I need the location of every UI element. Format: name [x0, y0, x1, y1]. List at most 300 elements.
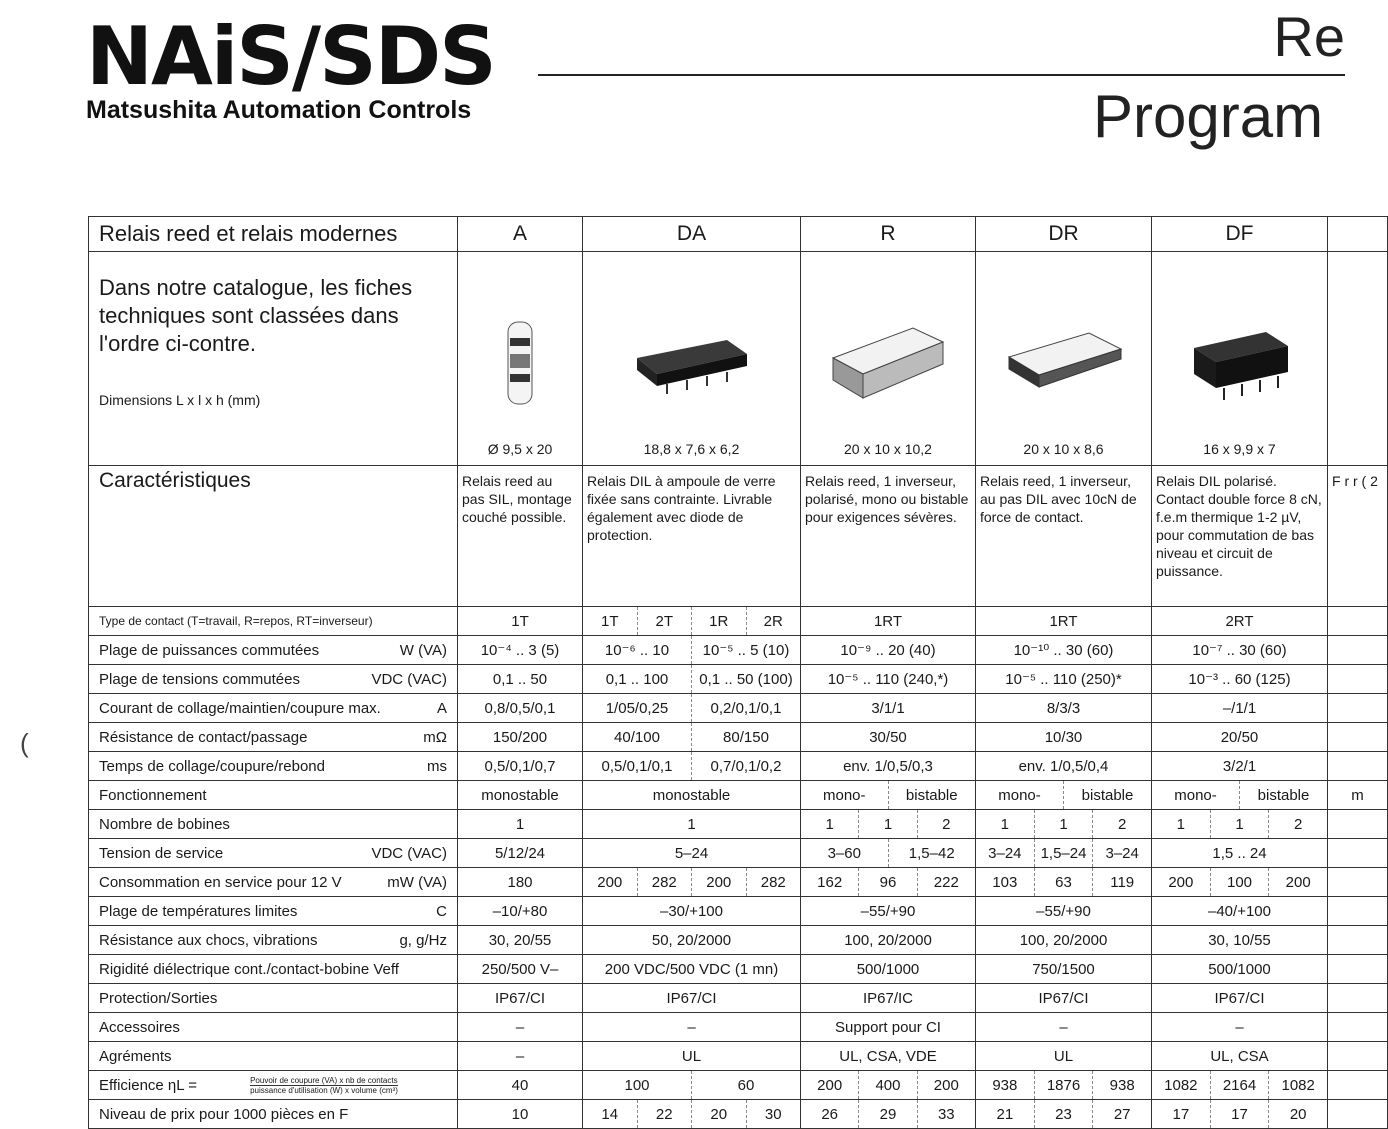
spec-subcell: 1 [1210, 810, 1269, 838]
spec-cell-extra [1328, 636, 1388, 665]
spec-cell-dr: 10/30 [976, 723, 1152, 752]
spec-label-wrap [99, 903, 453, 920]
spec-cell-da: 1 [583, 810, 801, 839]
spec-row-label [89, 1013, 458, 1042]
description-df: Relais DIL polarisé. Contact double force 8 cN, f.e.m thermique 1-2 µV, pour commutation de bas niveau et circuit de puissance. [1152, 466, 1328, 607]
spec-subcell: 1 [1000, 815, 1009, 833]
spec-subcells [801, 781, 975, 809]
spec-subcell: 0,1 .. 100 [605, 670, 669, 688]
relay-dr-image [980, 303, 1147, 423]
spec-cell-da [583, 868, 801, 897]
spec-subcells [583, 1100, 800, 1128]
spec-subcell: 26 [821, 1105, 838, 1123]
characteristics-label: Caractéristiques [89, 466, 458, 607]
spec-cell-r: 10⁻⁵ .. 110 (240,*) [801, 665, 976, 694]
spec-cell-a: monostable [458, 781, 583, 810]
spec-cell-r [801, 781, 976, 810]
spec-cell-extra [1328, 984, 1388, 1013]
spec-cell-r [801, 1071, 976, 1100]
corner-title: Relais reed et relais modernes [89, 217, 458, 252]
spec-label-wrap [99, 614, 453, 628]
spec-cell-a: 150/200 [458, 723, 583, 752]
efficiency-denominator: puissance d'utilisation (W) x volume (cm³) [250, 1085, 398, 1095]
spec-unit: mΩ [423, 728, 447, 746]
spec-subcell: 200 [1268, 868, 1327, 896]
spec-cell-df: 20/50 [1152, 723, 1328, 752]
spec-row-label [89, 810, 458, 839]
spec-row-label [89, 752, 458, 781]
spec-cell-dr: IP67/CI [976, 984, 1152, 1013]
spec-row [89, 752, 1388, 781]
spec-cell-df [1152, 781, 1328, 810]
spec-row-label [89, 897, 458, 926]
spec-cell-da: 5–24 [583, 839, 801, 868]
spec-cell-df: 30, 10/55 [1152, 926, 1328, 955]
spec-cell-a: 180 [458, 868, 583, 897]
spec-cell-dr [976, 1071, 1152, 1100]
spec-cell-dr [976, 839, 1152, 868]
description-extra: F r r ( 2 [1328, 466, 1388, 607]
spec-label-wrap [99, 671, 453, 688]
photo-row [89, 252, 1388, 466]
spec-cell-r: 30/50 [801, 723, 976, 752]
spec-label-text: Résistance aux chocs, vibrations [99, 931, 318, 949]
spec-label-text: Résistance de contact/passage [99, 728, 308, 746]
spec-cell-a: 0,8/0,5/0,1 [458, 694, 583, 723]
spec-cell-extra [1328, 752, 1388, 781]
header-row [89, 217, 1388, 252]
spec-subcell: 23 [1034, 1100, 1093, 1128]
brand-logo [86, 10, 495, 124]
spec-subcell: bistable [1239, 781, 1327, 809]
dimensions-a: Ø 9,5 x 20 [487, 441, 553, 457]
spec-cell-r [801, 1100, 976, 1129]
spec-cell-a: 250/500 V– [458, 955, 583, 984]
spec-subcell: 20 [1268, 1100, 1327, 1128]
spec-cell-df [1152, 1071, 1328, 1100]
spec-row [89, 810, 1388, 839]
spec-cell-da [583, 607, 801, 636]
spec-subcells [801, 1071, 975, 1099]
spec-label-wrap [99, 932, 453, 949]
spec-row-label [89, 694, 458, 723]
spec-subcell: 100 [1210, 868, 1269, 896]
spec-label-text: Nombre de bobines [99, 815, 230, 833]
spec-subcell: 1082 [1164, 1076, 1198, 1094]
spec-cell-dr: 100, 20/2000 [976, 926, 1152, 955]
spec-subcells [583, 868, 800, 896]
spec-row [89, 1071, 1388, 1100]
dimensions-df: 16 x 9,9 x 7 [1203, 441, 1276, 457]
spec-label-text: Agréments [99, 1047, 172, 1065]
spec-cell-da: UL [583, 1042, 801, 1071]
relay-a-image [462, 303, 578, 423]
spec-subcell: 80/150 [691, 723, 800, 751]
spec-cell-a: 40 [458, 1071, 583, 1100]
photo-cell-extra [1328, 252, 1388, 466]
spec-subcell: 10⁻⁵ .. 5 (10) [691, 636, 800, 664]
spec-subcell: 162 [817, 873, 843, 891]
spec-cell-extra [1328, 955, 1388, 984]
spec-cell-extra [1328, 1042, 1388, 1071]
efficiency-numerator: Pouvoir de coupure (VA) x nb de contacts [250, 1075, 398, 1085]
spec-cell-df [1152, 810, 1328, 839]
spec-cell-r [801, 839, 976, 868]
spec-subcells [801, 1100, 975, 1128]
spec-cell-extra [1328, 868, 1388, 897]
spec-subcell: 1/05/0,25 [605, 699, 669, 717]
spec-cell-da: –30/+100 [583, 897, 801, 926]
spec-cell-df: UL, CSA [1152, 1042, 1328, 1071]
spec-subcells [976, 868, 1151, 896]
spec-subcell: bistable [888, 781, 976, 809]
spec-cell-da [583, 665, 801, 694]
spec-row-label [89, 1042, 458, 1071]
spec-cell-df [1152, 1100, 1328, 1129]
spec-subcells [1152, 868, 1327, 896]
spec-subcell: 17 [1210, 1100, 1269, 1128]
spec-cell-da [583, 723, 801, 752]
spec-subcell: 10⁻⁶ .. 10 [604, 642, 670, 659]
spec-cell-a: 0,1 .. 50 [458, 665, 583, 694]
spec-cell-df: –/1/1 [1152, 694, 1328, 723]
spec-subcell: 20 [691, 1100, 746, 1128]
col-header-r: R [801, 217, 976, 252]
spec-cell-df: IP67/CI [1152, 984, 1328, 1013]
col-header-da: DA [583, 217, 801, 252]
photo-cell-da [583, 252, 801, 466]
header-rule [538, 74, 1345, 76]
spec-cell-r: Support pour CI [801, 1013, 976, 1042]
spec-cell-dr: 750/1500 [976, 955, 1152, 984]
spec-subcell: 22 [637, 1100, 692, 1128]
spec-row-label [89, 665, 458, 694]
spec-cell-dr: – [976, 1013, 1152, 1042]
spec-label-text: Plage de puissances commutées [99, 641, 320, 659]
spec-label-text: Consommation en service pour 12 V [99, 873, 342, 891]
spec-cell-r: IP67/IC [801, 984, 976, 1013]
spec-label-text: Type de contact (T=travail, R=repos, RT=inverseur) [99, 614, 373, 628]
spec-cell-r: 100, 20/2000 [801, 926, 976, 955]
spec-unit: W (VA) [399, 641, 447, 659]
relay-df-image [1156, 303, 1323, 423]
intro-cell [89, 252, 458, 466]
spec-subcells [1152, 810, 1327, 838]
dimensions-da: 18,8 x 7,6 x 6,2 [643, 441, 740, 457]
spec-cell-dr: 10⁻⁵ .. 110 (250)* [976, 665, 1152, 694]
spec-cell-extra [1328, 839, 1388, 868]
spec-subcell: 29 [858, 1100, 916, 1128]
spec-cell-dr [976, 1100, 1152, 1129]
spec-cell-extra [1328, 694, 1388, 723]
spec-label-text: Plage de températures limites [99, 902, 298, 920]
description-a: Relais reed au pas SIL, montage couché possible. [458, 466, 583, 607]
spec-cell-dr [976, 810, 1152, 839]
spec-subcell: 27 [1092, 1100, 1151, 1128]
spec-label-text: Plage de tensions commutées [99, 670, 300, 688]
spec-cell-dr: 10⁻¹⁰ .. 30 (60) [976, 636, 1152, 665]
spec-cell-dr: 1RT [976, 607, 1152, 636]
spec-cell-r: 500/1000 [801, 955, 976, 984]
spec-subcells [976, 1100, 1151, 1128]
spec-subcell: 2 [917, 810, 975, 838]
spec-cell-dr [976, 781, 1152, 810]
spec-subcell: 200 [597, 873, 623, 891]
spec-cell-a: 0,5/0,1/0,7 [458, 752, 583, 781]
spec-cell-extra [1328, 897, 1388, 926]
logo-wordmark: NAiS/SDS [86, 10, 495, 103]
spec-row [89, 1042, 1388, 1071]
spec-cell-df: – [1152, 1013, 1328, 1042]
spec-cell-da [583, 636, 801, 665]
spec-cell-da: – [583, 1013, 801, 1042]
spec-row [89, 607, 1388, 636]
spec-cell-extra [1328, 607, 1388, 636]
spec-subcell: 21 [996, 1105, 1014, 1123]
spec-subcells [976, 1071, 1151, 1099]
characteristics-row [89, 466, 1388, 607]
spec-subcell: 1 [1176, 815, 1185, 833]
spec-subcell: 1,5–24 [1034, 839, 1093, 867]
spec-label-text: Temps de collage/coupure/rebond [99, 757, 325, 775]
spec-row-label [89, 781, 458, 810]
spec-subcells [1152, 781, 1327, 809]
spec-label-wrap [99, 816, 453, 833]
col-header-df: DF [1152, 217, 1328, 252]
spec-cell-df: 3/2/1 [1152, 752, 1328, 781]
spec-unit: g, g/Hz [399, 931, 447, 949]
spec-cell-r: 1RT [801, 607, 976, 636]
spec-cell-a: – [458, 1042, 583, 1071]
spec-cell-extra [1328, 1013, 1388, 1042]
spec-label-wrap [99, 787, 453, 804]
spec-row-label [89, 636, 458, 665]
spec-subcell: mono- [1174, 786, 1217, 804]
spec-cell-r: env. 1/0,5/0,3 [801, 752, 976, 781]
spec-label-text: Tension de service [99, 844, 224, 862]
spec-cell-a: – [458, 1013, 583, 1042]
spec-label-wrap [99, 1048, 453, 1065]
spec-cell-a: 30, 20/55 [458, 926, 583, 955]
spec-cell-r [801, 810, 976, 839]
spec-subcells [976, 781, 1151, 809]
spec-label-wrap [99, 700, 453, 717]
spec-cell-df: 10⁻⁷ .. 30 (60) [1152, 636, 1328, 665]
spec-unit: A [436, 699, 447, 717]
spec-label-wrap [99, 990, 453, 1007]
spec-unit: VDC (VAC) [371, 844, 447, 862]
spec-row-label [89, 723, 458, 752]
spec-row-label [89, 1071, 458, 1100]
spec-subcell: 200 [691, 868, 746, 896]
spec-label-wrap [99, 1019, 453, 1036]
spec-label-wrap [99, 642, 453, 659]
spec-cell-extra [1328, 1071, 1388, 1100]
spec-cell-a: 1T [458, 607, 583, 636]
spec-subcell: 100 [624, 1076, 650, 1094]
spec-cell-dr: –55/+90 [976, 897, 1152, 926]
spec-label-wrap [99, 758, 453, 775]
spec-subcell: 2164 [1210, 1071, 1269, 1099]
spec-cell-r: UL, CSA, VDE [801, 1042, 976, 1071]
dimensions-label: Dimensions L x l x h (mm) [99, 392, 261, 408]
spec-subcells [583, 752, 800, 780]
spec-subcells [583, 694, 800, 722]
spec-row [89, 781, 1388, 810]
spec-row-label [89, 984, 458, 1013]
spec-subcell: 33 [917, 1100, 975, 1128]
spec-cell-extra [1328, 1100, 1388, 1129]
photo-cell-dr [976, 252, 1152, 466]
relay-r-image [805, 303, 971, 423]
spec-cell-da: monostable [583, 781, 801, 810]
spec-subcells [1152, 1100, 1327, 1128]
spec-subcells [583, 636, 800, 664]
spec-subcell: mono- [822, 786, 866, 804]
spec-cell-a: IP67/CI [458, 984, 583, 1013]
spec-label-wrap [99, 729, 453, 746]
spec-subcell: 3–24 [1092, 839, 1151, 867]
spec-label-wrap [99, 874, 453, 891]
spec-row [89, 897, 1388, 926]
spec-subcell: 1 [1034, 810, 1093, 838]
dimensions-r: 20 x 10 x 10,2 [844, 441, 932, 457]
spec-cell-extra [1328, 723, 1388, 752]
spec-subcell: 1T [600, 612, 619, 630]
spec-subcell: 0,2/0,1/0,1 [691, 694, 800, 722]
spec-subcell: 2R [746, 607, 801, 635]
spec-subcells [583, 665, 800, 693]
spec-subcell: 96 [858, 868, 916, 896]
col-header-dr: DR [976, 217, 1152, 252]
spec-subcells [801, 868, 975, 896]
spec-cell-df [1152, 868, 1328, 897]
spec-label-wrap [99, 1106, 453, 1123]
spec-subcell: 2T [637, 607, 692, 635]
spec-row [89, 665, 1388, 694]
spec-subcells [1152, 1071, 1327, 1099]
spec-subcell: 40/100 [614, 728, 660, 746]
spec-row [89, 984, 1388, 1013]
col-header-extra [1328, 217, 1388, 252]
spec-subcells [801, 839, 975, 867]
spec-cell-dr: env. 1/0,5/0,4 [976, 752, 1152, 781]
logo-subtitle: Matsushita Automation Controls [86, 96, 472, 124]
spec-cell-da [583, 694, 801, 723]
spec-subcells [976, 839, 1151, 867]
spec-cell-a: 10 [458, 1100, 583, 1129]
spec-subcell: 3–24 [988, 844, 1022, 862]
spec-row-label [89, 1100, 458, 1129]
efficiency-formula [250, 1076, 398, 1095]
spec-label-text: Rigidité diélectrique cont./contact-bobine Veff [99, 960, 399, 978]
spec-subcell: 0,7/0,1/0,2 [691, 752, 800, 780]
spec-row [89, 636, 1388, 665]
spec-subcell: 1R [691, 607, 746, 635]
spec-subcells [801, 810, 975, 838]
spec-subcell: 1 [858, 810, 916, 838]
dimensions-dr: 20 x 10 x 8,6 [1023, 441, 1104, 457]
spec-cell-da [583, 1071, 801, 1100]
spec-cell-a: –10/+80 [458, 897, 583, 926]
col-header-a: A [458, 217, 583, 252]
spec-label-text: Efficience ηL = [99, 1076, 197, 1094]
spec-subcell: 60 [691, 1071, 800, 1099]
spec-row-label [89, 607, 458, 636]
spec-cell-df: –40/+100 [1152, 897, 1328, 926]
spec-label-text: Accessoires [99, 1018, 180, 1036]
spec-subcell: 0,5/0,1/0,1 [601, 757, 673, 775]
spec-subcell: 282 [637, 868, 692, 896]
spec-subcell: 200 [917, 1071, 975, 1099]
spec-row-label [89, 839, 458, 868]
spec-subcell: 103 [992, 873, 1018, 891]
spec-unit: VDC (VAC) [371, 670, 447, 688]
spec-subcell: 0,1 .. 50 (100) [691, 665, 800, 693]
spec-row-label [89, 955, 458, 984]
spec-cell-da: 200 VDC/500 VDC (1 mn) [583, 955, 801, 984]
spec-cell-da [583, 1100, 801, 1129]
spec-row-label [89, 868, 458, 897]
spec-cell-df: 2RT [1152, 607, 1328, 636]
spec-cell-df: 10⁻³ .. 60 (125) [1152, 665, 1328, 694]
spec-cell-a: 1 [458, 810, 583, 839]
spec-label-text: Niveau de prix pour 1000 pièces en F [99, 1105, 349, 1123]
spec-cell-extra: m [1328, 781, 1388, 810]
spec-subcell: 17 [1172, 1105, 1190, 1123]
spec-subcell: 1876 [1034, 1071, 1093, 1099]
description-r: Relais reed, 1 inverseur, polarisé, mono ou bistable pour exigences sévères. [801, 466, 976, 607]
spec-subcell: 938 [1092, 1071, 1151, 1099]
spec-row [89, 694, 1388, 723]
spec-subcell: 200 [1168, 873, 1194, 891]
spec-row [89, 926, 1388, 955]
spec-subcell: 1,5–42 [888, 839, 976, 867]
spec-subcell: 30 [746, 1100, 801, 1128]
description-dr: Relais reed, 1 inverseur, au pas DIL avec 10cN de force de contact. [976, 466, 1152, 607]
spec-cell-r: 10⁻⁹ .. 20 (40) [801, 636, 976, 665]
spec-cell-dr: UL [976, 1042, 1152, 1071]
photo-cell-df [1152, 252, 1328, 466]
spec-subcells [583, 723, 800, 751]
spec-cell-a: 5/12/24 [458, 839, 583, 868]
spec-subcell: 2 [1268, 810, 1327, 838]
spec-cell-r: 3/1/1 [801, 694, 976, 723]
spec-subcell: mono- [998, 786, 1041, 804]
spec-subcell: 222 [917, 868, 975, 896]
spec-cell-df: 500/1000 [1152, 955, 1328, 984]
spec-subcell: 3–60 [827, 844, 861, 862]
spec-subcell: 2 [1092, 810, 1151, 838]
spec-subcells [976, 810, 1151, 838]
spec-row [89, 839, 1388, 868]
spec-label-text: Protection/Sorties [99, 989, 218, 1007]
intro-text: Dans notre catalogue, les fiches techniques sont classées dans l'ordre ci-contre. [99, 275, 413, 356]
page-title-line1: Re [1273, 5, 1345, 68]
spec-unit: ms [427, 757, 447, 775]
spec-row [89, 723, 1388, 752]
spec-row-label [89, 926, 458, 955]
relay-comparison-table-wrapper [88, 216, 1378, 1123]
relay-da-image [587, 303, 796, 423]
page-title-line2: Program [1093, 83, 1324, 150]
margin-mark: ( [20, 728, 29, 758]
spec-cell-extra [1328, 926, 1388, 955]
spec-subcell: 1082 [1268, 1071, 1327, 1099]
spec-unit: mW (VA) [387, 873, 447, 891]
spec-label-text: Courant de collage/maintien/coupure max. [99, 699, 381, 717]
spec-subcell: 119 [1092, 868, 1151, 896]
